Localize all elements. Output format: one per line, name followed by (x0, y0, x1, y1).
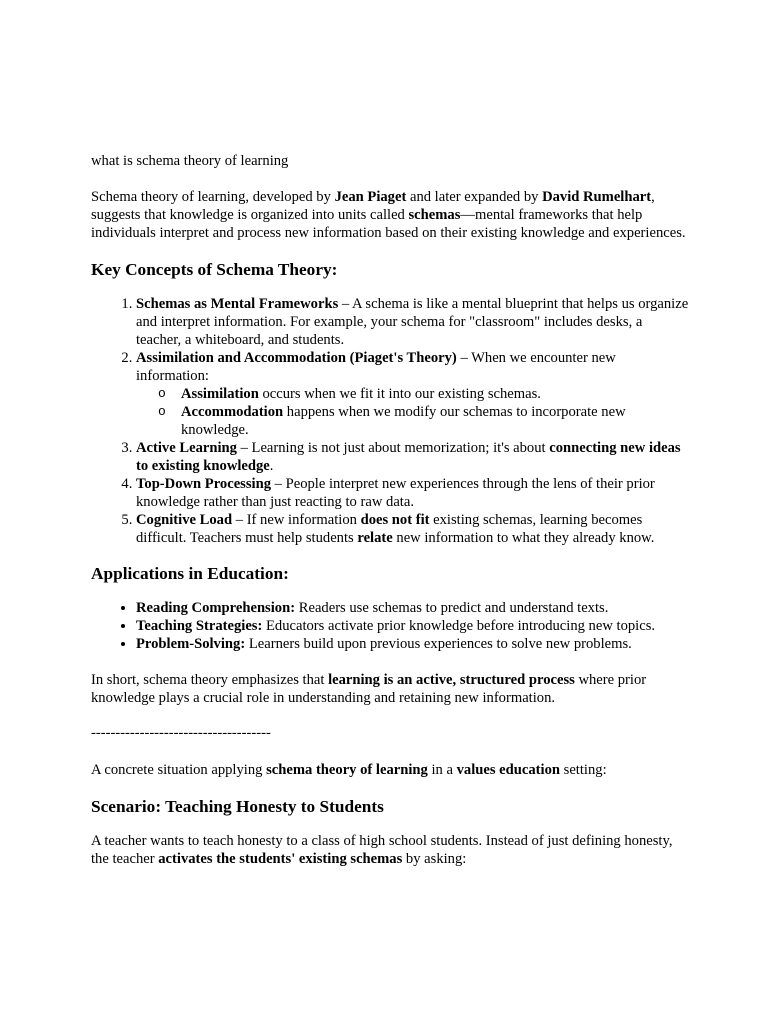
list-item (136, 599, 691, 617)
intro-paragraph (91, 188, 691, 242)
scenario-text-1: A teacher wants to teach honesty to a class of high school students. Instead of just defining honesty, the teacher (91, 833, 673, 867)
applications-list (91, 599, 691, 653)
list-item (136, 295, 691, 349)
item-title: Active Learning (136, 440, 237, 456)
item-text-end: . (269, 458, 274, 474)
situation-paragraph (91, 761, 691, 779)
list-item (136, 475, 691, 511)
applications-heading: Applications in Education: (91, 564, 289, 583)
situation-bold-2: values education (456, 762, 560, 778)
item-text: – A schema is like a mental blueprint that helps us organize and interpret information. For example, your schema for "classroom" includes desks, a teacher, a whiteboard, and students. (136, 296, 689, 348)
situation-text-1: A concrete situation applying (91, 762, 267, 778)
list-item (136, 439, 691, 475)
divider-line: ------------------------------------- (91, 725, 271, 741)
item-text: – When we encounter new information: (136, 350, 616, 384)
list-item (136, 511, 691, 547)
item-title: Teaching Strategies: (136, 618, 263, 634)
sub-item-title: Accommodation (181, 404, 284, 420)
summary-text-2: where prior knowledge plays a crucial role in understanding and retaining new information. (91, 672, 647, 706)
item-emphasis: connecting new ideas to existing knowledge (136, 440, 681, 474)
document-body (91, 152, 691, 885)
sub-item-title: Assimilation (181, 386, 259, 402)
intro-bold-rumelhart: David Rumelhart (542, 189, 652, 205)
item-title: Schemas as Mental Frameworks (136, 296, 339, 312)
item-title: Assimilation and Accommodation (Piaget's Theory) (136, 350, 457, 366)
situation-bold-1: schema theory of learning (266, 762, 428, 778)
intro-text-2: and later expanded by (406, 189, 543, 205)
list-item (136, 617, 691, 635)
key-concepts-list (91, 295, 691, 547)
item-text-end: new information to what they already know. (392, 530, 655, 546)
scenario-bold: activates the students' existing schemas (158, 851, 403, 867)
item-text: Educators activate prior knowledge before introducing new topics. (262, 618, 656, 634)
item-title: Cognitive Load (136, 512, 233, 528)
scenario-text-2: by asking: (402, 851, 467, 867)
situation-text-3: setting: (560, 762, 607, 778)
query-line: what is schema theory of learning (91, 153, 289, 169)
item-text: Readers use schemas to predict and understand texts. (295, 600, 609, 616)
item-title: Reading Comprehension: (136, 600, 296, 616)
intro-bold-schemas: schemas (408, 207, 461, 223)
item-emphasis: does not fit (360, 512, 430, 528)
sub-list-item (181, 403, 691, 439)
summary-paragraph (91, 671, 691, 707)
summary-text-1: In short, schema theory emphasizes that (91, 672, 329, 688)
summary-bold: learning is an active, structured process (328, 672, 575, 688)
situation-text-2: in a (427, 762, 457, 778)
sub-list-item (181, 385, 691, 403)
intro-text-4: —mental frameworks that help individuals interpret and process new information based on their existing knowledge and experiences. (91, 207, 686, 241)
key-concepts-heading: Key Concepts of Schema Theory: (91, 260, 338, 279)
item-title: Top-Down Processing (136, 476, 272, 492)
item-text: – Learning is not just about memorization; it's about (236, 440, 550, 456)
item-text: – People interpret new experiences through the lens of their prior knowledge rather than just reacting to raw data. (136, 476, 655, 510)
intro-text-1: Schema theory of learning, developed by (91, 189, 335, 205)
item-text: – If new information (232, 512, 361, 528)
scenario-heading: Scenario: Teaching Honesty to Students (91, 797, 384, 816)
list-item (136, 635, 691, 653)
item-text-mid: existing schemas, learning becomes difficult. Teachers must help students (136, 512, 643, 546)
intro-bold-piaget: Jean Piaget (334, 189, 407, 205)
intro-text-3: , suggests that knowledge is organized into units called (91, 189, 655, 223)
sub-item-text: occurs when we fit it into our existing schemas. (258, 386, 541, 402)
sub-item-text: happens when we modify our schemas to incorporate new knowledge. (181, 404, 626, 438)
scenario-paragraph (91, 832, 691, 868)
item-title: Problem-Solving: (136, 636, 246, 652)
item-text: Learners build upon previous experiences to solve new problems. (245, 636, 632, 652)
list-item (136, 349, 691, 439)
sub-list (136, 385, 691, 439)
item-emphasis-relate: relate (357, 530, 393, 546)
